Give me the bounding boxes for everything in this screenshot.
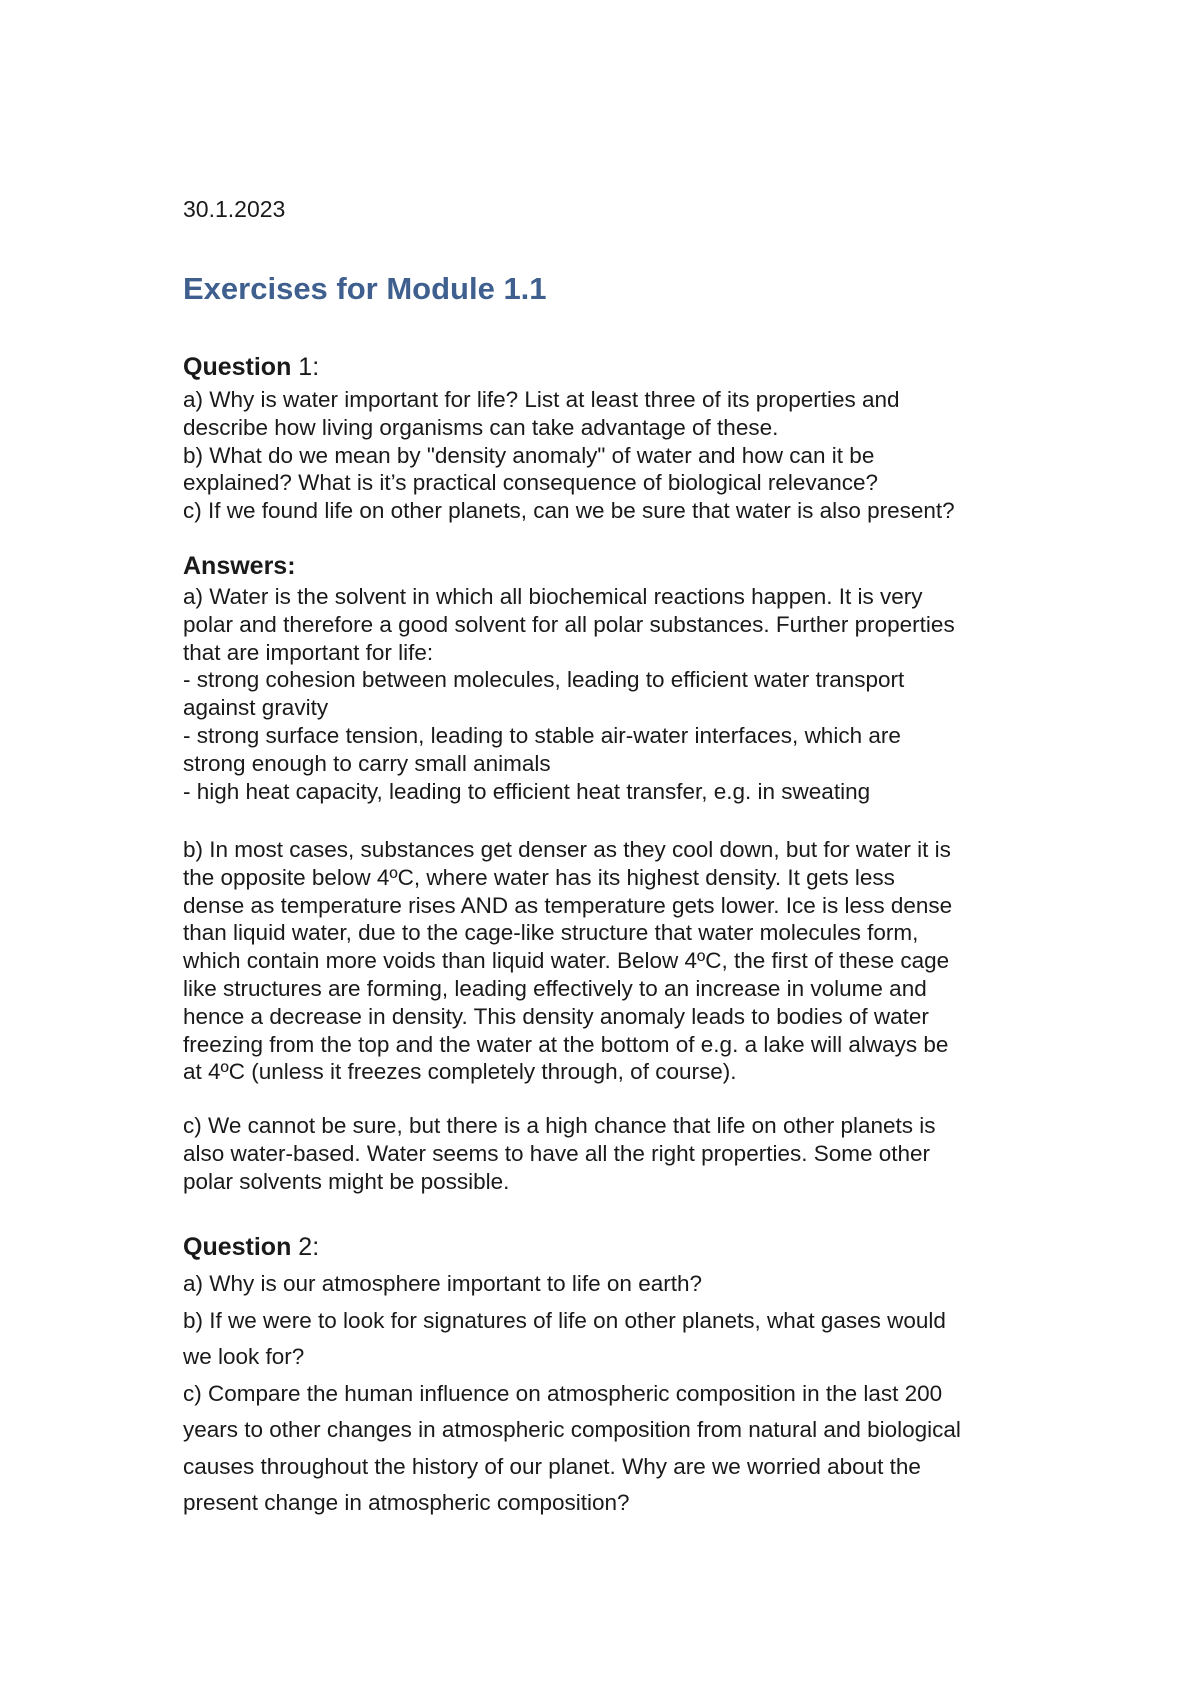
- answer-a-line: - strong surface tension, leading to stable air-water interfaces, which are: [183, 722, 901, 748]
- answer-c-line: polar solvents might be possible.: [183, 1168, 510, 1194]
- question-1-text: [183, 386, 1063, 525]
- question-1-line: explained? What is it’s practical consequence of biological relevance?: [183, 470, 878, 496]
- question-1-line: a) Why is water important for life? List at least three of its properties and: [183, 387, 900, 412]
- question-2-line: years to other changes in atmospheric composition from natural and biological: [183, 1417, 961, 1442]
- answer-b-line: b) In most cases, substances get denser as they cool down, but for water it is: [183, 837, 951, 862]
- question-2-label: Question: [183, 1233, 292, 1261]
- question-1-number: 1:: [298, 353, 320, 381]
- answer-c: [183, 1112, 1063, 1195]
- question-2-line: b) If we were to look for signatures of life on other planets, what gases would: [183, 1307, 946, 1333]
- question-2-line: a) Why is our atmosphere important to life on earth?: [183, 1271, 702, 1296]
- question-2-number: 2:: [298, 1233, 320, 1261]
- question-2-section: [183, 1232, 1063, 1522]
- answer-b-line: at 4ºC (unless it freezes completely through, of course).: [183, 1059, 737, 1085]
- answer-b-line: hence a decrease in density. This density anomaly leads to bodies of water: [183, 1003, 929, 1029]
- answer-a-line: - high heat capacity, leading to efficient heat transfer, e.g. in sweating: [183, 778, 871, 804]
- question-2-line: causes throughout the history of our planet. Why are we worried about the: [183, 1453, 921, 1479]
- question-1-section: [183, 352, 1063, 525]
- question-1-heading: [183, 352, 1063, 382]
- question-1-line: describe how living organisms can take advantage of these.: [183, 414, 779, 440]
- answer-c-line: also water-based. Water seems to have all the right properties. Some other: [183, 1140, 931, 1166]
- document-date: 30.1.2023: [183, 196, 286, 222]
- question-2-text: [183, 1266, 1063, 1522]
- answer-b: [183, 836, 1063, 1086]
- answers-heading: Answers:: [183, 552, 296, 580]
- question-1-line: b) What do we mean by "density anomaly" of water and how can it be: [183, 442, 875, 468]
- answer-b-line: which contain more voids than liquid water. Below 4ºC, the first of these cage: [183, 948, 950, 974]
- answer-b-line: than liquid water, due to the cage-like structure that water molecules form,: [183, 920, 919, 946]
- question-2-line: we look for?: [183, 1344, 305, 1369]
- answer-a: [183, 583, 1063, 805]
- question-1-line: c) If we found life on other planets, can we be sure that water is also present?: [183, 498, 955, 524]
- answer-a-line: against gravity: [183, 695, 329, 721]
- question-2-line: c) Compare the human influence on atmospheric composition in the last 200: [183, 1380, 943, 1406]
- question-2-heading: [183, 1232, 1063, 1262]
- answer-b-line: like structures are forming, leading effectively to an increase in volume and: [183, 975, 927, 1001]
- question-2-line: present change in atmospheric composition?: [183, 1490, 630, 1515]
- question-1-label: Question: [183, 353, 292, 381]
- answer-c-line: c) We cannot be sure, but there is a high chance that life on other planets is: [183, 1113, 936, 1138]
- answer-a-line: that are important for life:: [183, 639, 434, 665]
- answer-b-line: freezing from the top and the water at the bottom of e.g. a lake will always be: [183, 1031, 949, 1057]
- answer-a-line: a) Water is the solvent in which all biochemical reactions happen. It is very: [183, 584, 923, 609]
- answer-b-line: dense as temperature rises AND as temperature gets lower. Ice is less dense: [183, 892, 953, 918]
- answer-b-line: the opposite below 4ºC, where water has its highest density. It gets less: [183, 864, 895, 890]
- answer-a-line: - strong cohesion between molecules, leading to efficient water transport: [183, 667, 905, 693]
- answer-a-line: polar and therefore a good solvent for all polar substances. Further properties: [183, 611, 955, 637]
- answer-a-line: strong enough to carry small animals: [183, 750, 551, 776]
- answers-section: [183, 551, 1063, 805]
- page-title: Exercises for Module 1.1: [183, 271, 547, 306]
